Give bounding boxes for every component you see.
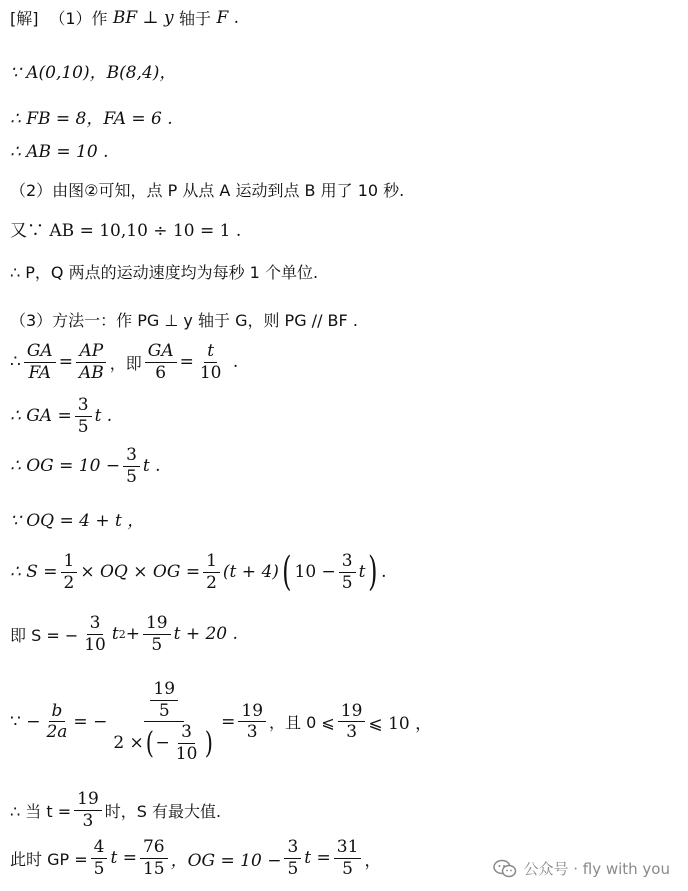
line-15: ∵ − $\frac{b}{2a}$ = − $\frac{19}{5}$ 2 × ( − $\frac{3}{10}$ ) = $\frac{19}{3}$ ，且 0 ⩽ $\frac{19}{3}$ ⩽ 10 ，	[10, 679, 433, 765]
fraction: $\frac{19}{5}$	[143, 614, 171, 654]
line-6: 又∵ AB = 10,10 ÷ 10 = 1 .	[10, 221, 242, 241]
line-2: ∵ A(0,10)，B(8,4)，	[10, 63, 177, 83]
fraction: $\frac{31}{5}$	[334, 838, 362, 878]
fraction: $\frac{3}{5}$	[339, 552, 356, 592]
wechat-icon	[493, 859, 517, 879]
line-4: ∴ AB = 10 .	[10, 142, 109, 162]
line-10: ∴ GA = $\frac{3}{5}$ t .	[10, 395, 113, 437]
fraction: $\frac{AP}{AB}$	[76, 342, 107, 382]
fraction: $\frac{3}{5}$	[284, 838, 301, 878]
fraction: $\frac{3}{5}$	[123, 446, 140, 486]
solution-label: [解]	[10, 9, 39, 28]
fraction: $\frac{GA}{6}$	[145, 342, 177, 382]
fraction: $\frac{1}{2}$	[61, 552, 78, 592]
line-17: 此时 GP = $\frac{4}{5}$ t = $\frac{76}{15}$ ，OG = 10 − $\frac{3}{5}$ t = $\frac{31}{5}$ ，	[10, 837, 382, 879]
fraction: $\frac{19}{3}$	[238, 702, 266, 742]
fraction: $\frac{19}{3}$	[338, 702, 366, 742]
fraction: $\frac{4}{5}$	[91, 838, 108, 878]
line-11: ∴ OG = 10 − $\frac{3}{5}$ t .	[10, 445, 161, 487]
line-13: ∴ S = $\frac{1}{2}$ × OQ × OG = $\frac{1}{2}$ (t + 4) ( 10 − $\frac{3}{5}$ t ) .	[10, 549, 387, 596]
line-8: （3）方法一：作 PG ⊥ y 轴于 G，则 PG // BF .	[10, 311, 358, 330]
fraction: $\frac{1}{2}$	[203, 552, 220, 592]
line-9: ∴ $\frac{GA}{FA}$ = $\frac{AP}{AB}$ ，即 $\frac{GA}{6}$ = $\frac{t}{10}$ .	[10, 341, 239, 383]
line-12: ∵ OQ = 4 + t ，	[10, 511, 145, 531]
watermark	[493, 858, 670, 879]
line-3: ∴ FB = 8，FA = 6 .	[10, 109, 173, 129]
fraction: $\frac{b}{2a}$	[46, 700, 68, 743]
fraction: $\frac{GA}{FA}$	[24, 342, 56, 382]
fraction: $\frac{t}{10}$	[199, 341, 222, 383]
fraction: $\frac{3}{10}$	[84, 613, 106, 655]
line-7: ∴ P，Q 两点的运动速度均为每秒 1 个单位.	[10, 263, 319, 282]
fraction: $\frac{3}{5}$	[75, 396, 92, 436]
fraction: $\frac{76}{15}$	[140, 838, 168, 878]
line-14: 即 S = − $\frac{3}{10}$ t 2 + $\frac{19}{5}$ t + 20 .	[10, 613, 238, 655]
line-5: （2）由图②可知，点 P 从点 A 运动到点 B 用了 10 秒.	[10, 181, 405, 200]
line-16: ∴ 当 t = $\frac{19}{3}$ 时，S 有最大值.	[10, 789, 222, 831]
line-1: [解] （1）作 BF ⊥ y 轴于 F .	[10, 7, 240, 28]
compound-fraction: $\frac{19}{5}$ 2 × ( − $\frac{3}{10}$ )	[113, 679, 214, 765]
watermark-text: 公众号 · fly with you	[523, 860, 670, 878]
fraction: $\frac{19}{3}$	[74, 790, 102, 830]
